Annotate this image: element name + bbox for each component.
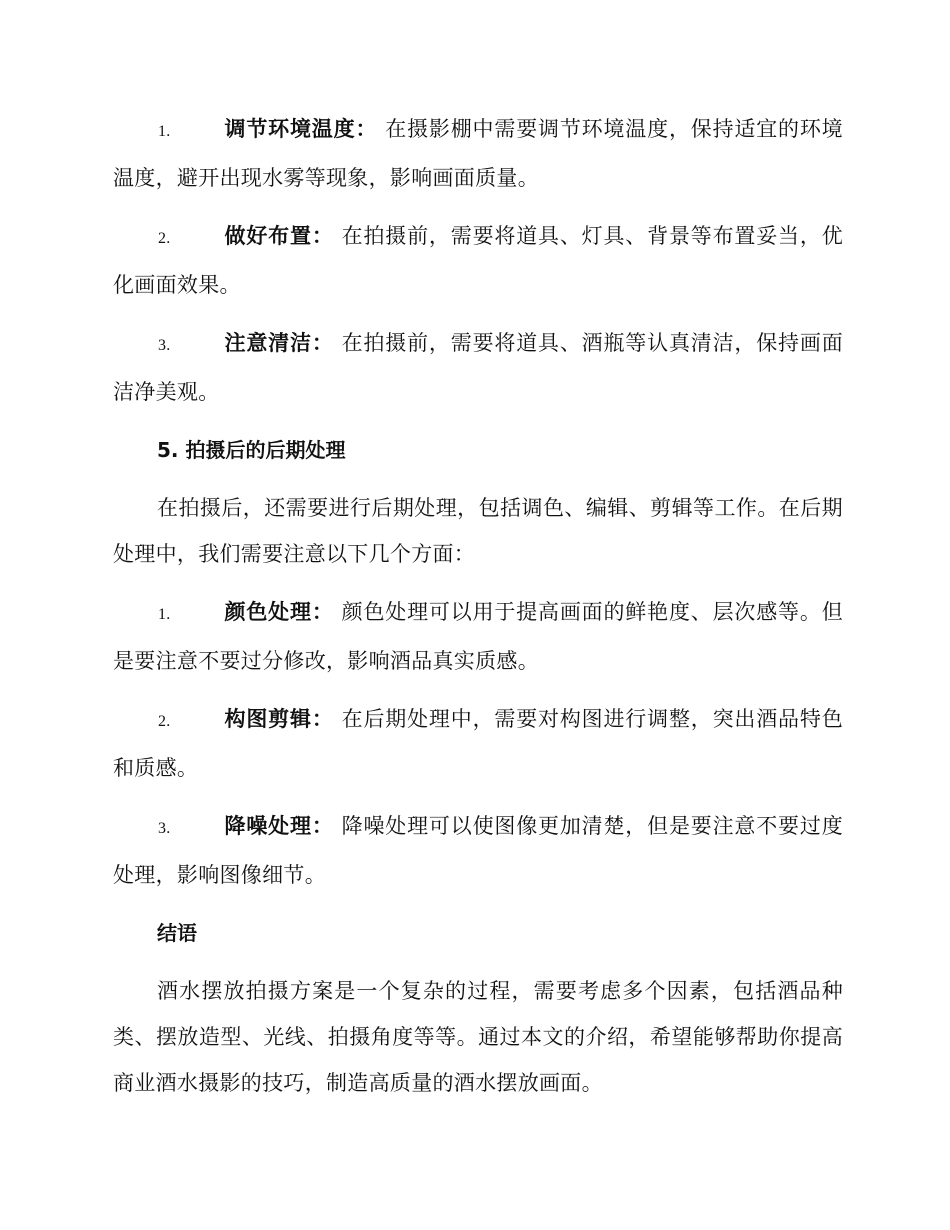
- list-item-text: 在拍摄前，需要将道具、灯具、背景等布置妥当，优化画面效果。: [113, 224, 843, 297]
- list-item: [113, 589, 843, 684]
- list-number: 3.: [158, 820, 171, 837]
- list-item-term: 调节环境温度: [224, 117, 356, 141]
- conclusion-paragraph: 酒水摆放拍摄方案是一个复杂的过程，需要考虑多个因素，包括酒品种类、摆放造型、光线、拍摄角度等等。通过本文的介绍，希望能够帮助你提高商业酒水摄影的技巧，制造高质量的酒水摆放画面。: [113, 979, 843, 1095]
- list-number: 1.: [158, 123, 171, 140]
- list-item-text: 颜色处理可以用于提高画面的鲜艳度、层次感等。但是要注意不要过分修改，影响酒品真实质感。: [113, 600, 843, 673]
- term-colon: ：: [311, 224, 334, 248]
- term-colon: ：: [311, 814, 334, 838]
- list-item: [113, 320, 843, 415]
- list-item-term: 构图剪辑: [224, 707, 312, 731]
- list-item-text: 在摄影棚中需要调节环境温度，保持适宜的环境温度，避开出现水雾等现象，影响画面质量。: [113, 117, 843, 190]
- term-colon: ：: [311, 600, 334, 624]
- term-colon: ：: [311, 331, 334, 355]
- document-content: [113, 106, 843, 1118]
- list-item: [113, 803, 843, 898]
- list-number: 2.: [158, 230, 171, 247]
- term-colon: ：: [355, 117, 378, 141]
- list-number: 3.: [158, 337, 171, 354]
- list-item-text: 在后期处理中，需要对构图进行调整，突出酒品特色和质感。: [113, 707, 843, 780]
- list-number: 2.: [158, 713, 171, 730]
- list-item-text: 在拍摄前，需要将道具、酒瓶等认真清洁，保持画面洁净美观。: [113, 331, 843, 404]
- section-heading: 5. 拍摄后的后期处理: [157, 438, 346, 462]
- list-item: [113, 213, 843, 308]
- section-intro-paragraph: 在拍摄后，还需要进行后期处理，包括调色、编辑、剪辑等工作。在后期处理中，我们需要注意以下几个方面：: [113, 496, 843, 566]
- list-item-term: 做好布置: [224, 224, 312, 248]
- list-item-term: 注意清洁: [224, 331, 312, 355]
- list-item: [113, 106, 843, 201]
- list-item-term: 降噪处理: [224, 814, 312, 838]
- list-item-term: 颜色处理: [224, 600, 312, 624]
- list-item: [113, 696, 843, 791]
- list-number: 1.: [158, 606, 171, 623]
- term-colon: ：: [311, 707, 334, 731]
- conclusion-heading: 结语: [157, 921, 197, 945]
- list-item-text: 降噪处理可以使图像更加清楚，但是要注意不要过度处理，影响图像细节。: [113, 814, 843, 887]
